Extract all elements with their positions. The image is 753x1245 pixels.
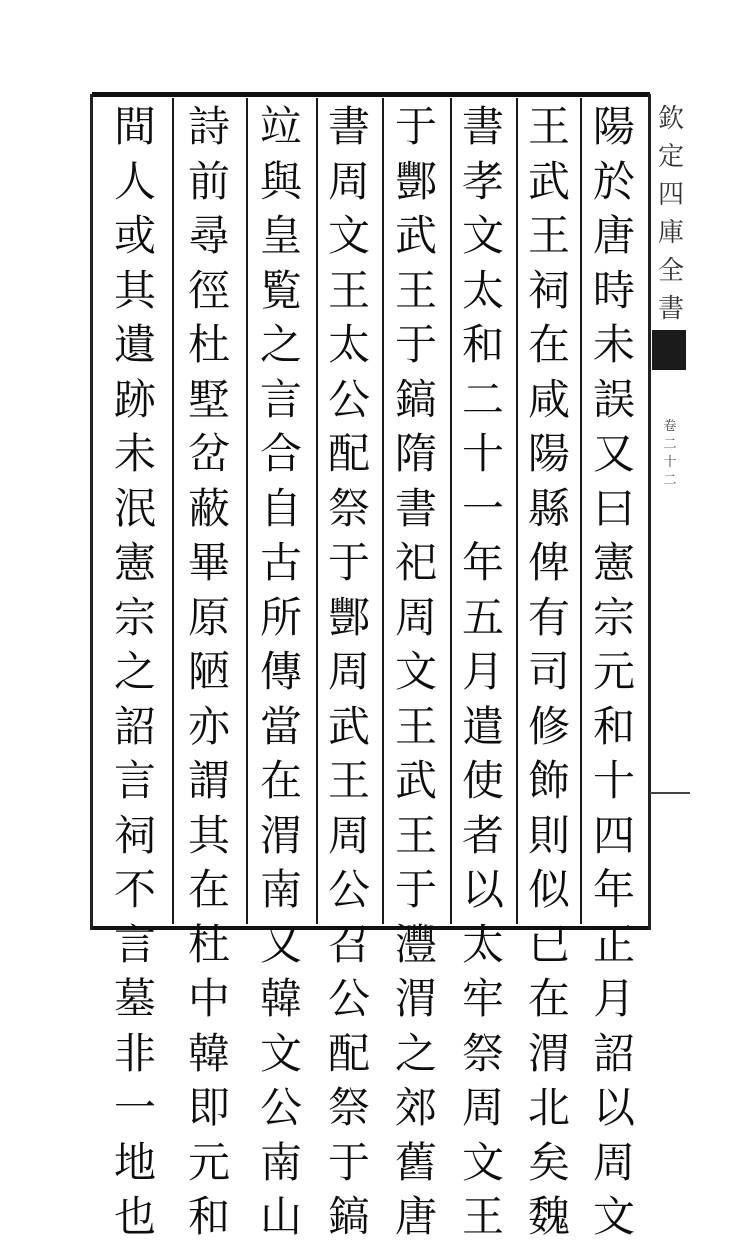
column-divider: [246, 98, 248, 924]
text-character: 鎬: [327, 1192, 370, 1241]
text-column-1: [587, 100, 641, 1241]
text-character: 在: [187, 865, 230, 914]
text-character: 周: [461, 1083, 504, 1132]
text-character: 一: [113, 1083, 156, 1132]
text-character: 皇: [259, 211, 302, 260]
text-character: 原: [187, 592, 230, 642]
text-character: 祭: [461, 1028, 504, 1078]
text-character: 王: [394, 265, 437, 315]
margin-character: 十: [663, 455, 677, 470]
text-character: 中: [187, 974, 230, 1023]
margin-character: 庫: [657, 218, 684, 248]
text-character: 遣: [461, 701, 504, 751]
text-character: 間: [113, 102, 156, 151]
margin-character: 二: [663, 437, 677, 452]
text-character: 曰: [592, 483, 635, 533]
text-character: 隋: [394, 429, 437, 478]
text-character: 詔: [113, 701, 156, 751]
text-character: 太: [327, 320, 370, 369]
text-character: 于: [327, 538, 370, 587]
text-character: 傳: [259, 647, 302, 696]
text-character: 于: [394, 865, 437, 914]
text-character: 蔽: [187, 483, 230, 533]
text-character: 憲: [592, 538, 635, 587]
text-character: 言: [113, 756, 156, 805]
text-character: 舊: [394, 1137, 437, 1187]
text-character: 于: [394, 102, 437, 151]
text-character: 酆: [394, 156, 437, 206]
text-character: 尋: [187, 211, 230, 260]
text-character: 之: [113, 647, 156, 696]
text-character: 憲: [113, 538, 156, 587]
margin-character: 書: [657, 294, 684, 324]
text-character: 祀: [394, 538, 437, 587]
text-character: 山: [259, 1192, 302, 1241]
text-character: 灃: [394, 919, 437, 969]
text-character: 墓: [113, 974, 156, 1023]
text-character: 文: [259, 1028, 302, 1078]
text-character: 即: [187, 1083, 230, 1132]
margin-character: 欽: [657, 104, 684, 134]
text-character: 以: [592, 1083, 635, 1132]
text-character: 正: [592, 919, 635, 969]
text-character: 自: [259, 483, 302, 533]
text-character: 使: [461, 756, 504, 805]
text-character: 武: [394, 756, 437, 805]
text-character: 于: [394, 320, 437, 369]
text-character: 陋: [187, 647, 230, 696]
text-character: 王: [394, 810, 437, 860]
column-divider: [172, 98, 174, 924]
text-character: 之: [259, 320, 302, 369]
text-character: 合: [259, 429, 302, 478]
text-character: 宗: [592, 592, 635, 642]
text-character: 跡: [113, 374, 156, 424]
text-column-4: [389, 100, 443, 1241]
text-character: 配: [327, 429, 370, 478]
margin-character: 二: [663, 473, 677, 488]
text-character: 則: [527, 810, 570, 860]
text-character: 泯: [113, 483, 156, 533]
text-character: 其: [187, 810, 230, 860]
text-character: 元: [187, 1137, 230, 1187]
left-border-rule: [90, 94, 93, 930]
text-character: 矣: [527, 1137, 570, 1187]
text-character: 五: [461, 592, 504, 642]
text-character: 覧: [259, 265, 302, 315]
text-character: 和: [592, 701, 635, 751]
text-character: 杜: [187, 320, 230, 369]
text-character: 王: [527, 211, 570, 260]
text-character: 王: [527, 102, 570, 151]
text-character: 文: [461, 211, 504, 260]
text-character: 非: [113, 1028, 156, 1078]
text-character: 所: [259, 592, 302, 642]
text-character: 墅: [187, 374, 230, 424]
text-character: 已: [527, 919, 570, 969]
text-character: 在: [259, 756, 302, 805]
text-character: 韓: [259, 974, 302, 1023]
text-character: 俾: [527, 538, 570, 587]
text-character: 文: [394, 647, 437, 696]
text-character: 司: [527, 647, 570, 696]
text-character: 竝: [259, 102, 302, 151]
margin-character: 卷: [663, 419, 677, 434]
text-character: 武: [527, 156, 570, 206]
text-character: 南: [259, 1137, 302, 1187]
text-character: 遺: [113, 320, 156, 369]
text-character: 元: [592, 647, 635, 696]
text-column-6: [254, 100, 308, 1241]
text-character: 岔: [187, 429, 230, 478]
text-character: 也: [113, 1192, 156, 1241]
text-character: 王: [461, 1192, 504, 1241]
column-divider: [450, 98, 452, 924]
text-character: 于: [327, 1137, 370, 1187]
text-character: 詔: [592, 1028, 635, 1078]
text-character: 月: [592, 974, 635, 1023]
text-character: 宗: [113, 592, 156, 642]
text-character: 畢: [187, 538, 230, 587]
text-character: 縣: [527, 483, 570, 533]
text-character: 前: [187, 156, 230, 206]
text-character: 其: [113, 265, 156, 315]
text-character: 不: [113, 865, 156, 914]
text-character: 年: [592, 865, 635, 914]
text-character: 者: [461, 810, 504, 860]
text-character: 酆: [327, 592, 370, 642]
text-character: 和: [187, 1192, 230, 1241]
text-character: 文: [461, 1137, 504, 1187]
text-character: 書: [461, 102, 504, 151]
margin-character: 全: [657, 256, 684, 286]
text-character: 公: [327, 974, 370, 1023]
text-character: 言: [113, 919, 156, 969]
text-character: 公: [259, 1083, 302, 1132]
text-character: 韓: [187, 1028, 230, 1078]
text-character: 周: [394, 592, 437, 642]
margin-divider: [650, 792, 690, 794]
text-character: 人: [113, 156, 156, 206]
text-character: 似: [527, 865, 570, 914]
text-character: 郊: [394, 1083, 437, 1132]
text-character: 周: [327, 647, 370, 696]
text-character: 謂: [187, 756, 230, 805]
text-character: 或: [113, 211, 156, 260]
text-character: 王: [394, 701, 437, 751]
text-character: 二: [461, 374, 504, 424]
text-character: 有: [527, 592, 570, 642]
text-character: 周: [327, 810, 370, 860]
text-character: 之: [394, 1028, 437, 1078]
column-divider: [316, 98, 318, 924]
text-character: 杜: [187, 919, 230, 969]
text-character: 祠: [113, 810, 156, 860]
text-character: 誤: [592, 374, 635, 424]
margin-character: 四: [657, 180, 684, 210]
text-character: 月: [461, 647, 504, 696]
text-character: 武: [327, 701, 370, 751]
text-character: 公: [327, 865, 370, 914]
text-character: 言: [259, 374, 302, 424]
text-column-2: [522, 100, 576, 1241]
column-divider: [382, 98, 384, 924]
text-character: 牢: [461, 974, 504, 1023]
text-column-7: [182, 100, 236, 1241]
text-character: 在: [527, 320, 570, 369]
text-character: 陽: [527, 429, 570, 478]
text-character: 王: [327, 756, 370, 805]
text-character: 唐: [394, 1192, 437, 1241]
text-character: 南: [259, 865, 302, 914]
text-character: 未: [592, 320, 635, 369]
text-character: 文: [327, 211, 370, 260]
text-character: 又: [592, 429, 635, 478]
text-character: 古: [259, 538, 302, 587]
margin-character: 定: [657, 142, 684, 172]
text-character: 咸: [527, 374, 570, 424]
column-divider: [580, 98, 582, 924]
text-character: 徑: [187, 265, 230, 315]
text-character: 鎬: [394, 374, 437, 424]
text-character: 召: [327, 919, 370, 969]
text-character: 當: [259, 701, 302, 751]
text-character: 魏: [527, 1192, 570, 1241]
text-character: 北: [527, 1083, 570, 1132]
text-character: 時: [592, 265, 635, 315]
text-character: 唐: [592, 211, 635, 260]
text-character: 一: [461, 483, 504, 533]
text-character: 十: [592, 756, 635, 805]
top-border-rule: [92, 92, 650, 97]
text-character: 飾: [527, 756, 570, 805]
text-character: 四: [592, 810, 635, 860]
text-character: 渭: [259, 810, 302, 860]
text-character: 王: [327, 265, 370, 315]
margin-page-label: [656, 418, 684, 490]
text-character: 渭: [527, 1028, 570, 1078]
text-character: 書: [327, 102, 370, 151]
text-character: 陽: [592, 102, 635, 151]
column-divider: [516, 98, 518, 924]
text-character: 修: [527, 701, 570, 751]
text-character: 和: [461, 320, 504, 369]
text-character: 配: [327, 1028, 370, 1078]
text-character: 在: [527, 974, 570, 1023]
text-character: 以: [461, 865, 504, 914]
text-character: 與: [259, 156, 302, 206]
text-column-8: [108, 100, 162, 1241]
text-character: 武: [394, 211, 437, 260]
text-character: 又: [259, 919, 302, 969]
text-character: 年: [461, 538, 504, 587]
text-character: 未: [113, 429, 156, 478]
text-character: 周: [592, 1137, 635, 1187]
text-character: 文: [592, 1192, 635, 1241]
text-character: 亦: [187, 701, 230, 751]
text-character: 書: [394, 483, 437, 533]
text-character: 太: [461, 919, 504, 969]
margin-book-title: [654, 100, 688, 328]
text-character: 祭: [327, 483, 370, 533]
text-character: 孝: [461, 156, 504, 206]
text-character: 詩: [187, 102, 230, 151]
text-character: 渭: [394, 974, 437, 1023]
text-character: 地: [113, 1137, 156, 1187]
text-character: 十: [461, 429, 504, 478]
text-character: 太: [461, 265, 504, 315]
text-character: 祭: [327, 1083, 370, 1132]
fish-tail-mark: [652, 330, 686, 370]
text-character: 周: [327, 156, 370, 206]
text-character: 於: [592, 156, 635, 206]
text-character: 祠: [527, 265, 570, 315]
text-character: 公: [327, 374, 370, 424]
text-column-3: [456, 100, 510, 1241]
text-column-5: [322, 100, 376, 1241]
